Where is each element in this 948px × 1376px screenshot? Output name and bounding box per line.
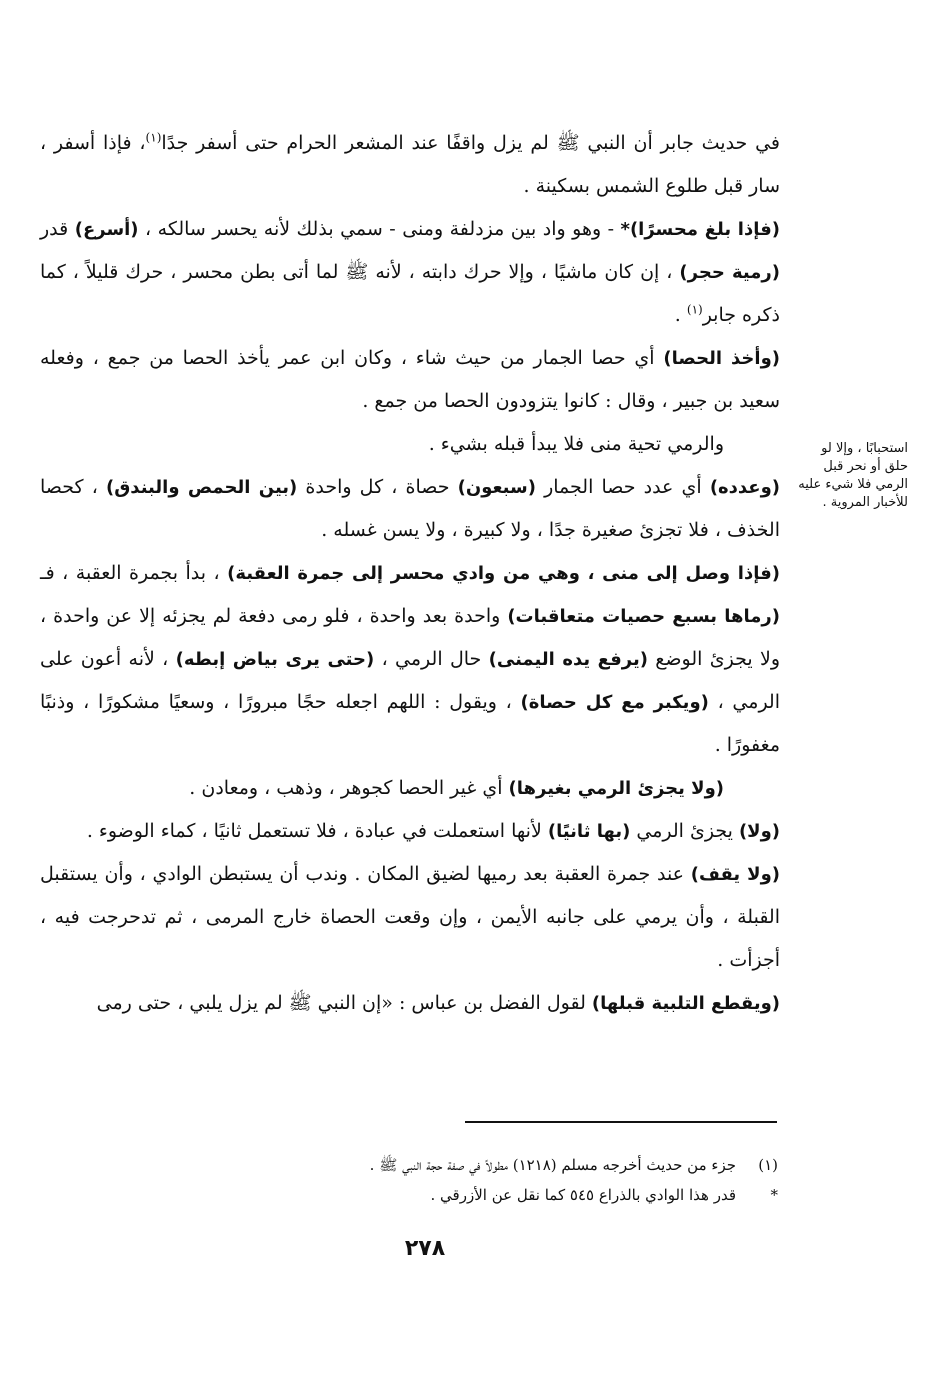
paragraph bbox=[40, 853, 780, 982]
footnotes bbox=[200, 1150, 778, 1210]
text-span: ، فإذا أسفر ، سار قبل طلوع الشمس بسكينة . bbox=[40, 132, 780, 197]
text-span: لقول الفضل بن عباس : «إن النبي ﷺ لم يزل يلبي ، حتى رمى bbox=[96, 992, 592, 1014]
text-span: ، لأنه أعون على الرمي ، bbox=[40, 648, 780, 713]
matn-text: (رماها بسبع حصيات متعاقبات) bbox=[507, 606, 780, 627]
text-span: واحدة بعد واحدة ، فلو رمى دفعة لم يجزئه إلا عن واحدة ، ولا يجزئ الوضع bbox=[40, 605, 780, 670]
text-span: حصاة ، كل واحدة bbox=[297, 476, 458, 498]
footnote bbox=[200, 1180, 778, 1210]
footnote-mark: * bbox=[770, 1186, 778, 1204]
text-span: يجزئ الرمي bbox=[630, 820, 739, 842]
matn-text: (ولا يقف) bbox=[690, 864, 780, 885]
paragraph bbox=[40, 208, 780, 337]
matn-text: (وأخذ الحصا) bbox=[663, 348, 780, 369]
matn-text: (وعدده) bbox=[709, 477, 781, 498]
text-span: ، إن كان ماشيًا ، وإلا حرك دابته ، لأنه ﷺ لما أتى بطن محسر ، حرك قليلاً ، كما ذكره جابر bbox=[40, 261, 780, 326]
matn-text: (أسرع) bbox=[74, 219, 139, 240]
matn-text: (يرفع يده اليمنى) bbox=[488, 649, 648, 670]
text-span: ، ويقول : اللهم اجعله حجًا مبرورًا ، وسعيًا مشكورًا ، وذنبًا مغفورًا . bbox=[40, 691, 780, 756]
text-span: في حديث جابر أن النبي ﷺ لم يزل واقفًا عند المشعر الحرام حتى أسفر جدًا bbox=[161, 132, 780, 154]
margin-note: استحبابًا ، وإلا لو حلق أو نحر قبل الرمي فلا شيء عليه للأخبار المروية . bbox=[798, 441, 908, 510]
footnote-separator bbox=[465, 1121, 777, 1123]
paragraph bbox=[40, 423, 780, 466]
text-span: أي غير الحصا كجوهر ، وذهب ، ومعادن . bbox=[189, 777, 509, 799]
matn-text: (بها ثانيًا) bbox=[547, 821, 631, 842]
matn-text: (سبعون) bbox=[457, 477, 536, 498]
matn-text: (بين الحمص والبندق) bbox=[105, 477, 298, 498]
text-span: أي حصا الجمار من حيث شاء ، وكان ابن عمر يأخذ الحصا من جمع ، وفعله سعيد بن جبير ، وقال : كانوا يتزودون الحصا من جمع . bbox=[40, 347, 780, 412]
text-span: - وهو واد بين مزدلفة ومنى - سمي بذلك لأنه يحسر سالكه ، bbox=[138, 218, 621, 240]
matn-text: (ويقطع التلبية قبلها) bbox=[591, 993, 780, 1014]
matn-text: (ولا يجزئ الرمي بغيرها) bbox=[508, 778, 724, 799]
text-span: أي عدد حصا الجمار bbox=[535, 476, 710, 498]
text-span: لأنها استعملت في عبادة ، فلا تستعمل ثانيًا ، كماء الوضوء . bbox=[86, 820, 548, 842]
paragraph bbox=[40, 982, 780, 1025]
footnote-mark: (١) bbox=[758, 1156, 778, 1174]
paragraph bbox=[40, 552, 780, 767]
matn-text: (رمية حجر) bbox=[679, 262, 780, 283]
paragraph bbox=[40, 466, 780, 552]
text-span: والرمي تحية منى فلا يبدأ قبله بشيء . bbox=[428, 433, 724, 455]
matn-text: (ولا) bbox=[738, 821, 780, 842]
matn-text: (فإذا وصل إلى منى ، وهي من وادي محسر إلى جمرة العقبة) bbox=[227, 563, 780, 584]
matn-text: (ويكبر مع كل حصاة) bbox=[520, 692, 709, 713]
matn-text: (حتى يرى بياض إبطه) bbox=[175, 649, 375, 670]
text-span: قدر bbox=[40, 218, 75, 240]
text-span: . bbox=[674, 304, 687, 326]
main-text bbox=[40, 122, 780, 1025]
footnote-text: قدر هذا الوادي بالذراع ٥٤٥ كما نقل عن الأزرقي . bbox=[430, 1186, 736, 1204]
text-span: عند جمرة العقبة بعد رميها لضيق المكان . وندب أن يستبطن الوادي ، وأن يستقبل القبلة ، وأن يرمي على جانبه الأيمن ، وإن وقعت الحصاة خارج المرمى ، ثم تدحرجت فيه ، أجزأت . bbox=[40, 863, 780, 971]
text-span: حال الرمي ، bbox=[374, 648, 489, 670]
paragraph bbox=[40, 767, 780, 810]
footnote-text: جزء من حديث أخرجه مسلم (١٢١٨) مطولاً في صفة حجة النبي ﷺ . bbox=[369, 1156, 736, 1174]
footnote-ref: (١) bbox=[686, 302, 703, 317]
paragraph bbox=[40, 810, 780, 853]
text-span: ، بدأ بجمرة العقبة ، فـ bbox=[40, 562, 228, 584]
footnote-ref: (١) bbox=[145, 130, 162, 145]
footnote bbox=[200, 1150, 778, 1180]
paragraph bbox=[40, 122, 780, 208]
page-number: ٢٧٨ bbox=[404, 1236, 446, 1261]
matn-text: (فإذا بلغ محسرًا)* bbox=[620, 219, 780, 240]
text-span: ، كحصا الخذف ، فلا تجزئ صغيرة جدًا ، ولا كبيرة ، ولا يسن غسله . bbox=[40, 476, 780, 541]
paragraph bbox=[40, 337, 780, 423]
